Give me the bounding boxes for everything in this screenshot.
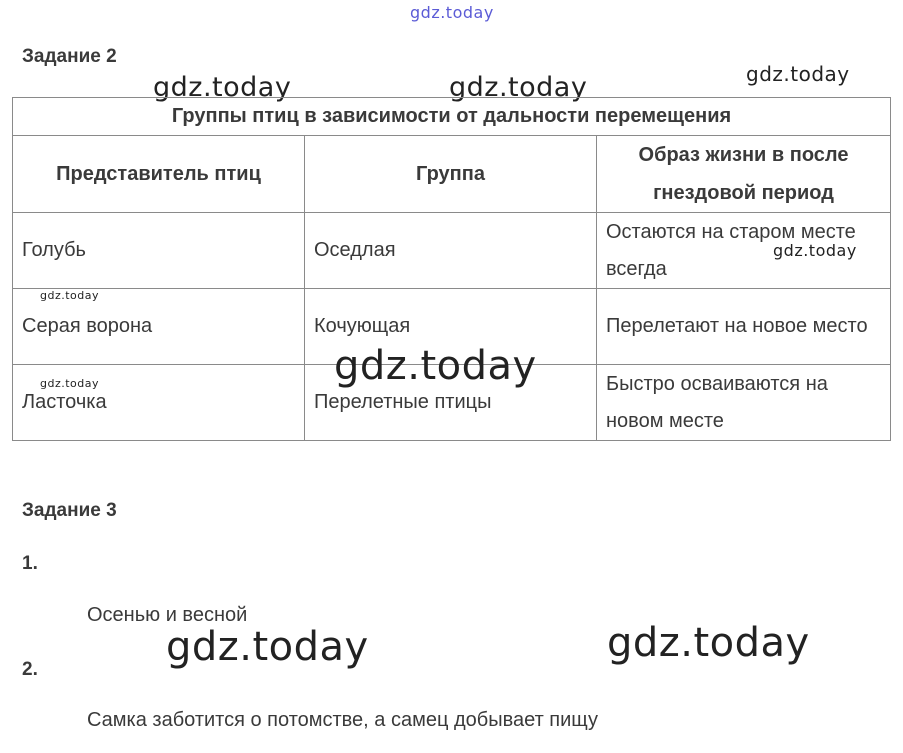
column-header: Группа <box>305 136 597 213</box>
table-cell-bird: Серая ворона <box>13 289 305 365</box>
watermark: gdz.today <box>607 620 810 666</box>
watermark: gdz.today <box>153 72 292 103</box>
column-header: Представитель птиц <box>13 136 305 213</box>
item-answer: Самка заботится о потомстве, а самец добывает пищу <box>87 709 598 731</box>
watermark: gdz.today <box>449 72 588 103</box>
table-cell-bird: Голубь <box>13 213 305 289</box>
item-number: 2. <box>22 659 38 680</box>
item-number: 1. <box>22 553 38 574</box>
birds-table <box>12 97 891 441</box>
table-cell-group: Перелетные птицы <box>305 365 597 441</box>
table-cell-lifestyle: Перелетают на новое место <box>597 289 891 365</box>
table-row <box>13 213 891 289</box>
table-cell-bird: Ласточка <box>13 365 305 441</box>
table-cell-group: Кочующая <box>305 289 597 365</box>
table-title-row <box>13 98 891 136</box>
table-cell-lifestyle: Быстро осваиваются на новом месте <box>597 365 891 441</box>
table-header-row <box>13 136 891 213</box>
column-header: Образ жизни в после гнездовой период <box>597 136 891 213</box>
watermark: gdz.today <box>40 289 100 302</box>
table-cell-lifestyle: Остаются на старом месте всегда <box>597 213 891 289</box>
watermark: gdz.today <box>773 241 857 260</box>
task2-heading: Задание 2 <box>22 46 117 67</box>
watermark: gdz.today <box>166 624 369 670</box>
watermark: gdz.today <box>746 62 850 86</box>
item-answer: Осенью и весной <box>87 604 248 626</box>
table-cell-group: Оседлая <box>305 213 597 289</box>
watermark: gdz.today <box>334 343 537 389</box>
watermark: gdz.today <box>40 377 100 390</box>
table-title: Группы птиц в зависимости от дальности перемещения <box>13 98 891 136</box>
task3-heading: Задание 3 <box>22 500 117 521</box>
watermark-top: gdz.today <box>410 3 494 22</box>
